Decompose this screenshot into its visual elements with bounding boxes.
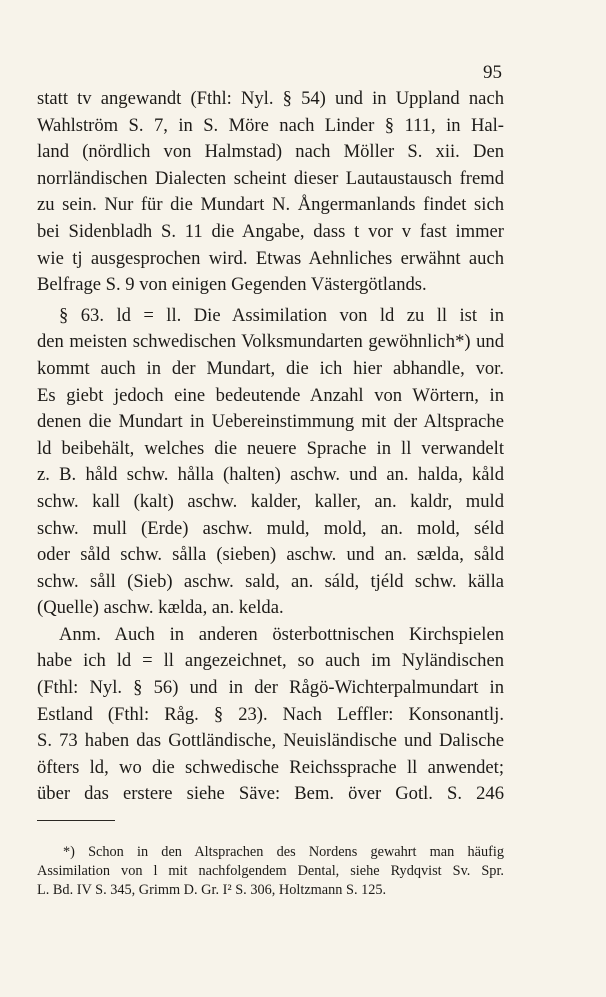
text-line: Estland (Fthl: Råg. § 23). Nach Leffler: Konsonantlj. — [37, 703, 504, 725]
text-line: statt tv angewandt (Fthl: Nyl. § 54) und in Uppland nach — [37, 88, 504, 109]
page-number: 95 — [483, 62, 502, 83]
text-line: kommt auch in der Mundart, die ich hier abhandle, vor. — [37, 357, 504, 379]
text-line: wie tj ausgesprochen wird. Etwas Aehnliches erwähnt auch — [37, 247, 504, 269]
text-line: öfters ld, wo die schwedische Reichssprache ll anwendet; — [37, 756, 504, 778]
text-line: schw. såll (Sieb) aschw. sald, an. sáld, tjéld schw. källa — [37, 570, 504, 592]
text-line: ld beibehält, welches die neuere Sprache in ll verwandelt — [37, 437, 504, 459]
text-line: habe ich ld = ll angezeichnet, so auch im Nyländischen — [37, 650, 504, 672]
text-line: land (nördlich von Halmstad) nach Möller S. xii. Den — [37, 141, 504, 163]
footnote-line: Assimilation von l mit nachfolgendem Dental, siehe Rydqvist Sv. Spr. — [37, 863, 504, 880]
text-line: norrländischen Dialecten scheint dieser Lautaustausch fremd — [37, 167, 504, 189]
text-line: über das erstere siehe Säve: Bem. över Gotl. S. 246 — [37, 783, 504, 805]
text-line: Belfrage S. 9 von einigen Gegenden Västergötlands. — [37, 274, 427, 296]
text-line: zu sein. Nur für die Mundart N. Ångermanlands findet sich — [37, 194, 504, 216]
note-line: Anm. Auch in anderen österbottnischen Kirchspielen — [59, 623, 504, 645]
text-line: denen die Mundart in Uebereinstimmung mit der Altsprache — [37, 411, 504, 433]
text-line: z. B. håld schw. hålla (halten) aschw. und an. halda, kåld — [37, 464, 504, 486]
main-text-block — [37, 86, 504, 808]
section-heading-line: § 63. ld = ll. Die Assimilation von ld zu ll ist in — [59, 304, 504, 326]
text-line: schw. kall (kalt) aschw. kalder, kaller, an. kaldr, muld — [37, 490, 504, 512]
footnote-block — [37, 843, 504, 901]
text-line: oder såld schw. sålla (sieben) aschw. und an. sælda, såld — [37, 544, 504, 566]
footnote-divider — [37, 820, 115, 821]
footnote-line: L. Bd. IV S. 345, Grimm D. Gr. I² S. 306, Holtzmann S. 125. — [37, 882, 387, 899]
footnote-line: *) Schon in den Altsprachen des Nordens gewahrt man häufig — [63, 844, 504, 860]
text-line: (Quelle) aschw. kælda, an. kelda. — [37, 597, 284, 619]
text-line: (Fthl: Nyl. § 56) und in der Rågö-Wichterpalmundart in — [37, 677, 504, 699]
text-line: den meisten schwedischen Volksmundarten gewöhnlich*) und — [37, 331, 504, 353]
text-line: S. 73 haben das Gottländische, Neuisländische und Dalische — [37, 730, 504, 752]
text-line: Es giebt jedoch eine bedeutende Anzahl von Wörtern, in — [37, 384, 504, 406]
text-line: schw. mull (Erde) aschw. muld, mold, an. mold, séld — [37, 517, 504, 539]
text-line: bei Sidenbladh S. 11 die Angabe, dass t vor v fast immer — [37, 220, 504, 242]
text-line: Wahlström S. 7, in S. Möre nach Linder § 111, in Hal- — [37, 114, 504, 136]
